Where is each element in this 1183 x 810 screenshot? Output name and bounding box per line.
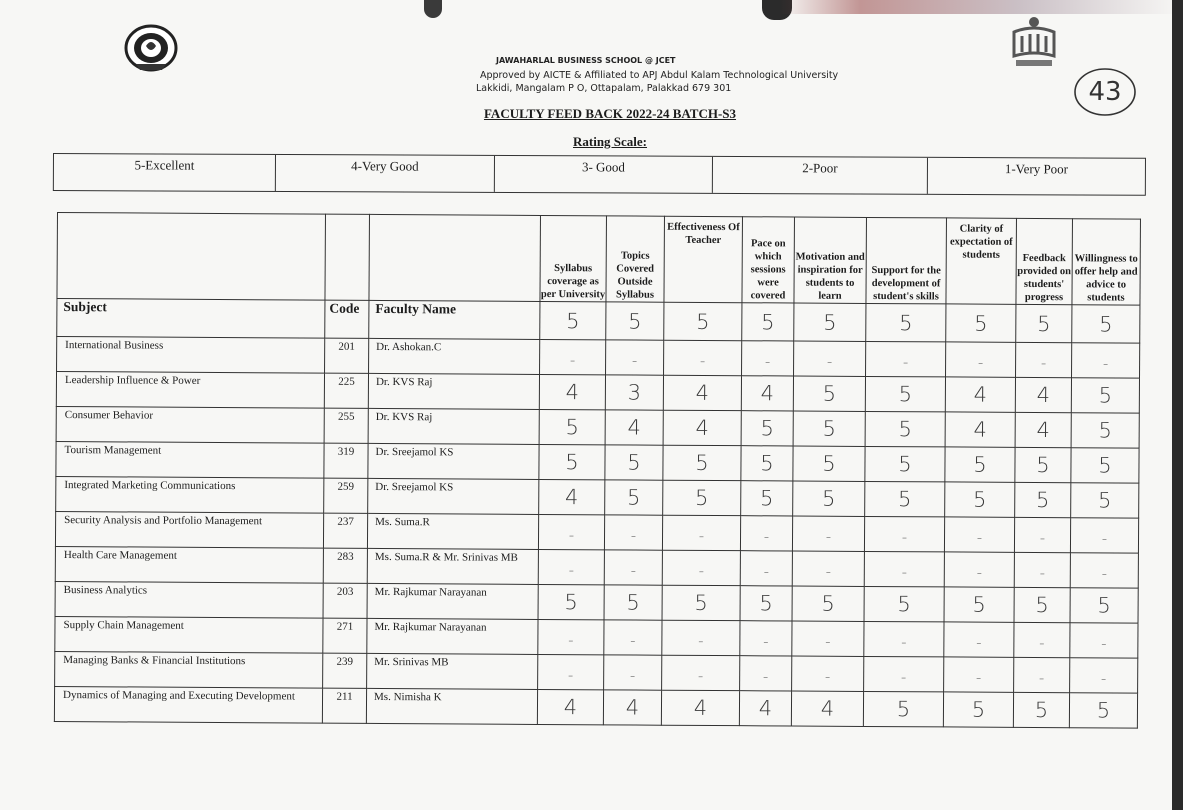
rating-cell: 4 bbox=[537, 689, 603, 724]
rating-cell: 5 bbox=[864, 586, 944, 621]
criteria-header: Motivation and inspiration for students to learn bbox=[794, 217, 867, 303]
rating-cell: 5 bbox=[1071, 448, 1139, 483]
faculty-cell: Dr. Sreejamol KS bbox=[368, 478, 539, 514]
subject-header: Subject bbox=[57, 299, 325, 339]
rating-cell: - bbox=[792, 551, 864, 586]
rating-cell: - bbox=[742, 341, 794, 376]
faculty-cell: Dr. Sreejamol KS bbox=[368, 443, 539, 479]
subject-cell: Consumer Behavior bbox=[56, 406, 324, 443]
rating-cell: 4 bbox=[945, 412, 1015, 447]
rating-cell: 4 bbox=[603, 690, 661, 725]
rating-cell: - bbox=[662, 515, 740, 550]
rating-cell: 5 bbox=[944, 587, 1014, 622]
rating-cell: - bbox=[1070, 623, 1138, 658]
rating-cell: - bbox=[740, 621, 792, 656]
rating-cell: - bbox=[1014, 552, 1070, 587]
criteria-header: Feedback provided on students' progress bbox=[1016, 218, 1073, 304]
rating-cell: - bbox=[792, 656, 864, 691]
approval-line: Approved by AICTE & Affiliated to APJ Abdul Kalam Technological University bbox=[480, 70, 839, 81]
rating-scale-item: 3- Good bbox=[495, 156, 713, 193]
rating-cell: 5 bbox=[663, 480, 741, 515]
rating-cell: 4 bbox=[791, 691, 863, 726]
rating-cell: 5 bbox=[865, 446, 945, 481]
subject-cell: Health Care Management bbox=[55, 546, 323, 583]
rating-cell: 4 bbox=[539, 374, 605, 409]
rating-cell: 3 bbox=[605, 375, 663, 410]
rating-cell: 4 bbox=[1015, 377, 1071, 412]
subject-cell: Managing Banks & Financial Institutions bbox=[55, 651, 323, 688]
rating-cell: 5 bbox=[740, 586, 792, 621]
rating-cell: 4 bbox=[661, 690, 739, 725]
header-blank bbox=[57, 213, 326, 301]
max-rating: 5 bbox=[742, 303, 794, 341]
rating-cell: - bbox=[538, 514, 604, 549]
rating-cell: 5 bbox=[793, 446, 865, 481]
rating-cell: 5 bbox=[741, 446, 793, 481]
page-number-circle bbox=[1072, 66, 1138, 118]
faculty-header: Faculty Name bbox=[369, 300, 540, 339]
faculty-cell: Mr. Srinivas MB bbox=[367, 653, 538, 689]
code-cell: 237 bbox=[323, 513, 367, 548]
rating-scale-table bbox=[53, 153, 1146, 196]
rating-cell: 4 bbox=[741, 376, 793, 411]
subject-cell: Security Analysis and Portfolio Management bbox=[55, 511, 323, 548]
rating-cell: 5 bbox=[865, 481, 945, 516]
rating-cell: - bbox=[740, 551, 792, 586]
rating-cell: 5 bbox=[865, 376, 945, 411]
rating-cell: - bbox=[1072, 343, 1140, 378]
rating-cell: 4 bbox=[1015, 412, 1071, 447]
faculty-cell: Ms. Nimisha K bbox=[366, 688, 537, 724]
rating-cell: 4 bbox=[945, 377, 1015, 412]
rating-cell: 5 bbox=[945, 447, 1015, 482]
rating-cell: 4 bbox=[663, 375, 741, 410]
criteria-header: Pace on which sessions were covered bbox=[742, 217, 795, 303]
criteria-header: Willingness to offer help and advice to students bbox=[1072, 219, 1141, 305]
rating-cell: - bbox=[606, 340, 664, 375]
criteria-header: Syllabus coverage as per University bbox=[540, 215, 607, 301]
criteria-header: Effectiveness Of Teacher bbox=[664, 216, 743, 302]
rating-cell: - bbox=[664, 340, 742, 375]
code-cell: 255 bbox=[324, 408, 368, 443]
faculty-cell: Dr. Ashokan.C bbox=[369, 338, 540, 374]
rating-cell: 5 bbox=[539, 444, 605, 479]
max-rating: 5 bbox=[946, 304, 1016, 342]
max-rating: 5 bbox=[866, 303, 946, 341]
code-cell: 239 bbox=[323, 653, 367, 688]
rating-cell: 5 bbox=[1070, 588, 1138, 623]
rating-cell: - bbox=[1070, 553, 1138, 588]
rating-cell: 5 bbox=[793, 376, 865, 411]
rating-cell: - bbox=[604, 515, 662, 550]
college-seal-icon bbox=[124, 24, 178, 72]
column-header-row bbox=[57, 299, 1140, 344]
code-cell: 211 bbox=[322, 688, 366, 723]
address-line: Lakkidi, Mangalam P O, Ottapalam, Palakkad 679 301 bbox=[476, 83, 732, 94]
max-rating: 5 bbox=[794, 303, 866, 341]
rating-cell: - bbox=[864, 516, 944, 551]
school-name: JAWAHARLAL BUSINESS SCHOOL @ JCET bbox=[496, 56, 676, 65]
rating-cell: - bbox=[1014, 657, 1070, 692]
code-cell: 259 bbox=[324, 478, 368, 513]
max-rating: 5 bbox=[540, 301, 606, 339]
criteria-header-row bbox=[57, 213, 1141, 306]
subject-cell: Business Analytics bbox=[55, 581, 323, 618]
rating-cell: - bbox=[944, 622, 1014, 657]
rating-cell: 5 bbox=[741, 481, 793, 516]
rating-scale-item: 1-Very Poor bbox=[1004, 161, 1069, 177]
rating-scale-item: 2-Poor bbox=[713, 157, 928, 194]
page-number: 43 bbox=[1088, 77, 1122, 107]
rating-cell: 5 bbox=[662, 585, 740, 620]
rating-cell: 5 bbox=[945, 482, 1015, 517]
rating-cell: - bbox=[944, 517, 1014, 552]
criteria-header: Topics Covered Outside Syllabus bbox=[606, 216, 665, 302]
rating-cell: - bbox=[864, 621, 944, 656]
rating-cell: 4 bbox=[663, 410, 741, 445]
code-header: Code bbox=[325, 300, 369, 338]
rating-cell: 5 bbox=[1014, 587, 1070, 622]
rating-cell: - bbox=[792, 621, 864, 656]
rating-cell: - bbox=[662, 550, 740, 585]
rating-scale-title: Rating Scale: bbox=[572, 134, 648, 149]
rating-cell: 4 bbox=[539, 479, 605, 514]
code-cell: 271 bbox=[323, 618, 367, 653]
page-title: FACULTY FEED BACK 2022-24 BATCH-S3 bbox=[483, 106, 737, 121]
code-cell: 319 bbox=[324, 443, 368, 478]
rating-cell: - bbox=[1014, 517, 1070, 552]
rating-cell: 4 bbox=[605, 410, 663, 445]
code-cell: 283 bbox=[323, 548, 367, 583]
rating-cell: - bbox=[604, 620, 662, 655]
rating-cell: - bbox=[794, 341, 866, 376]
rating-cell: 5 bbox=[605, 445, 663, 480]
scan-smear bbox=[780, 0, 1180, 14]
code-cell: 201 bbox=[325, 338, 369, 373]
rating-cell: - bbox=[662, 655, 740, 690]
rating-cell: - bbox=[1014, 622, 1070, 657]
subject-cell: International Business bbox=[57, 337, 325, 374]
rating-scale-item: 5-Excellent bbox=[54, 154, 276, 191]
rating-cell: - bbox=[740, 656, 792, 691]
faculty-cell: Dr. KVS Raj bbox=[368, 408, 539, 444]
rating-cell: 5 bbox=[943, 692, 1013, 727]
rating-cell: 5 bbox=[1015, 447, 1071, 482]
rating-cell: 5 bbox=[538, 584, 604, 619]
faculty-cell: Mr. Rajkumar Narayanan bbox=[367, 618, 538, 654]
subject-cell: Leadership Influence & Power bbox=[56, 372, 324, 409]
rating-cell: 5 bbox=[865, 411, 945, 446]
rating-cell: 5 bbox=[741, 411, 793, 446]
rating-cell: - bbox=[1016, 342, 1072, 377]
rating-cell: - bbox=[864, 656, 944, 691]
max-rating: 5 bbox=[1072, 305, 1140, 343]
rating-cell: - bbox=[944, 657, 1014, 692]
rating-cell: 5 bbox=[1071, 413, 1139, 448]
rating-cell: 5 bbox=[793, 481, 865, 516]
rating-cell: 5 bbox=[604, 585, 662, 620]
table-row bbox=[54, 686, 1137, 728]
code-cell: 225 bbox=[324, 373, 368, 408]
criteria-header: Clarity of expectation of students bbox=[946, 218, 1017, 304]
rating-cell: - bbox=[538, 654, 604, 689]
rating-cell: - bbox=[1070, 518, 1138, 553]
rating-cell: 5 bbox=[1071, 483, 1139, 518]
subject-cell: Tourism Management bbox=[56, 441, 324, 478]
rating-cell: - bbox=[1070, 658, 1138, 693]
rating-cell: - bbox=[864, 551, 944, 586]
subject-cell: Dynamics of Managing and Executing Development bbox=[54, 686, 322, 723]
header-blank bbox=[325, 214, 370, 300]
rating-cell: - bbox=[604, 655, 662, 690]
subject-cell: Integrated Marketing Communications bbox=[56, 476, 324, 513]
faculty-cell: Mr. Rajkumar Narayanan bbox=[367, 583, 538, 619]
rating-cell: - bbox=[866, 341, 946, 376]
max-rating: 5 bbox=[664, 302, 742, 340]
rating-cell: - bbox=[540, 339, 606, 374]
rating-scale-item: 4-Very Good bbox=[276, 155, 495, 192]
code-cell: 203 bbox=[323, 583, 367, 618]
rating-cell: - bbox=[944, 552, 1014, 587]
rating-cell: 5 bbox=[539, 409, 605, 444]
rating-cell: - bbox=[604, 550, 662, 585]
subject-cell: Supply Chain Management bbox=[55, 616, 323, 653]
rating-cell: - bbox=[792, 516, 864, 551]
rating-cell: - bbox=[740, 516, 792, 551]
rating-cell: 5 bbox=[605, 480, 663, 515]
punch-hole bbox=[424, 0, 442, 18]
rating-cell: - bbox=[946, 342, 1016, 377]
rating-cell: 5 bbox=[863, 691, 943, 726]
faculty-cell: Ms. Suma.R bbox=[367, 513, 538, 549]
rating-cell: - bbox=[662, 620, 740, 655]
rating-cell: 5 bbox=[1013, 692, 1069, 727]
rating-cell: 5 bbox=[1015, 482, 1071, 517]
rating-cell: 5 bbox=[1071, 378, 1139, 413]
faculty-cell: Dr. KVS Raj bbox=[368, 373, 539, 409]
max-rating: 5 bbox=[1016, 304, 1072, 342]
feedback-rows bbox=[54, 337, 1139, 729]
criteria-header: Support for the development of student's skills bbox=[866, 217, 947, 303]
max-rating: 5 bbox=[606, 302, 664, 340]
rating-cell: 5 bbox=[793, 411, 865, 446]
business-school-logo-icon bbox=[1008, 16, 1060, 70]
rating-cell: - bbox=[538, 619, 604, 654]
rating-cell: 5 bbox=[663, 445, 741, 480]
rating-cell: - bbox=[538, 549, 604, 584]
scan-edge bbox=[1172, 0, 1183, 810]
feedback-table bbox=[54, 212, 1141, 729]
faculty-cell: Ms. Suma.R & Mr. Srinivas MB bbox=[367, 548, 538, 584]
rating-cell: 5 bbox=[792, 586, 864, 621]
header-blank bbox=[369, 214, 541, 301]
rating-cell: 5 bbox=[1069, 693, 1137, 728]
rating-cell: 4 bbox=[739, 691, 791, 726]
